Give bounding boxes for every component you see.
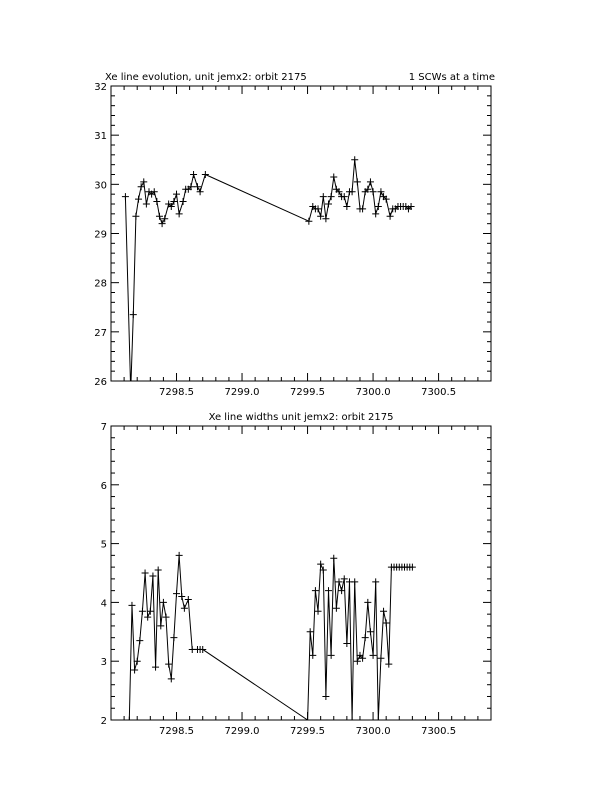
data-point (168, 675, 175, 682)
data-point (190, 171, 197, 178)
y-tick-label: 4 (100, 598, 107, 610)
chart-2 (101, 412, 491, 737)
data-point (165, 661, 172, 668)
data-point (185, 596, 192, 603)
data-point (153, 198, 160, 205)
data-point (328, 652, 335, 659)
data-point (375, 203, 382, 210)
chart-1 (94, 72, 495, 398)
data-point (155, 567, 162, 574)
data-point (315, 608, 322, 615)
data-point (380, 608, 387, 615)
data-point (349, 717, 356, 724)
data-point (142, 570, 149, 577)
x-tick-label: 7298.5 (159, 387, 195, 398)
plot-area (122, 156, 415, 394)
y-tick-label: 5 (100, 539, 107, 551)
y-tick-label: 26 (94, 377, 107, 388)
data-point (372, 578, 379, 585)
chart-title: Xe line widths unit jemx2: orbit 2175 (208, 412, 394, 423)
data-point (362, 634, 369, 641)
data-point (132, 213, 139, 220)
data-point (375, 717, 382, 724)
data-point (149, 572, 156, 579)
data-point (322, 693, 329, 700)
data-point (181, 605, 188, 612)
y-tick-label: 27 (94, 327, 107, 339)
data-point (325, 201, 332, 208)
x-tick-label: 7300.5 (421, 387, 457, 398)
data-point (343, 640, 350, 647)
data-point (122, 193, 129, 200)
chart-title: Xe line evolution, unit jemx2: orbit 2175 (105, 72, 307, 83)
data-point (176, 210, 183, 217)
x-tick-label: 7300.0 (355, 387, 391, 398)
y-tick-label: 28 (94, 278, 107, 290)
y-tick-label: 3 (100, 657, 107, 669)
data-point (157, 622, 164, 629)
data-point (202, 171, 209, 178)
data-point (343, 203, 350, 210)
data-point (143, 201, 150, 208)
y-tick-label: 32 (94, 82, 107, 93)
data-point (364, 599, 371, 606)
y-tick-label: 29 (94, 229, 107, 241)
x-tick-label: 7300.0 (355, 726, 391, 737)
data-point (131, 667, 138, 674)
y-tick-label: 30 (94, 180, 107, 192)
data-point (351, 156, 358, 163)
data-point (176, 552, 183, 559)
data-point (338, 587, 345, 594)
data-point (330, 555, 337, 562)
data-point (351, 578, 358, 585)
y-tick-label: 31 (94, 131, 107, 143)
data-point (367, 628, 374, 635)
y-tick-label: 6 (100, 480, 107, 492)
data-point (328, 193, 335, 200)
x-tick-label: 7300.5 (421, 726, 457, 737)
data-point (370, 652, 377, 659)
data-point (367, 178, 374, 185)
data-point (305, 218, 312, 225)
plot-frame (111, 426, 491, 720)
data-point (173, 191, 180, 198)
x-tick-label: 7299.0 (224, 726, 260, 737)
data-point (372, 210, 379, 217)
data-point (312, 587, 319, 594)
plot-area (126, 552, 416, 724)
data-point (126, 717, 133, 724)
data-point (160, 599, 167, 606)
x-tick-label: 7299.5 (290, 387, 326, 398)
data-point (330, 173, 337, 180)
data-point (152, 664, 159, 671)
y-tick-label: 2 (100, 716, 107, 727)
data-point (354, 178, 361, 185)
data-point (180, 198, 187, 205)
plot-frame (111, 86, 491, 381)
data-point (387, 213, 394, 220)
data-point (385, 661, 392, 668)
x-tick-label: 7299.5 (290, 726, 326, 737)
data-point (163, 614, 170, 621)
data-point (127, 387, 134, 394)
data-point (128, 602, 135, 609)
data-point (139, 608, 146, 615)
data-point (309, 652, 316, 659)
data-point (320, 193, 327, 200)
x-tick-label: 7299.0 (224, 387, 260, 398)
data-point (130, 311, 137, 318)
x-tick-label: 7298.5 (159, 726, 195, 737)
data-point (325, 587, 332, 594)
data-point (383, 619, 390, 626)
data-point (333, 605, 340, 612)
data-point (135, 196, 142, 203)
data-point (307, 628, 314, 635)
chart-subtitle: 1 SCWs at a time (408, 72, 495, 83)
data-point (136, 637, 143, 644)
data-point (170, 634, 177, 641)
series-line (125, 160, 411, 391)
data-point (377, 655, 384, 662)
data-point (304, 717, 311, 724)
y-tick-label: 7 (100, 422, 107, 433)
